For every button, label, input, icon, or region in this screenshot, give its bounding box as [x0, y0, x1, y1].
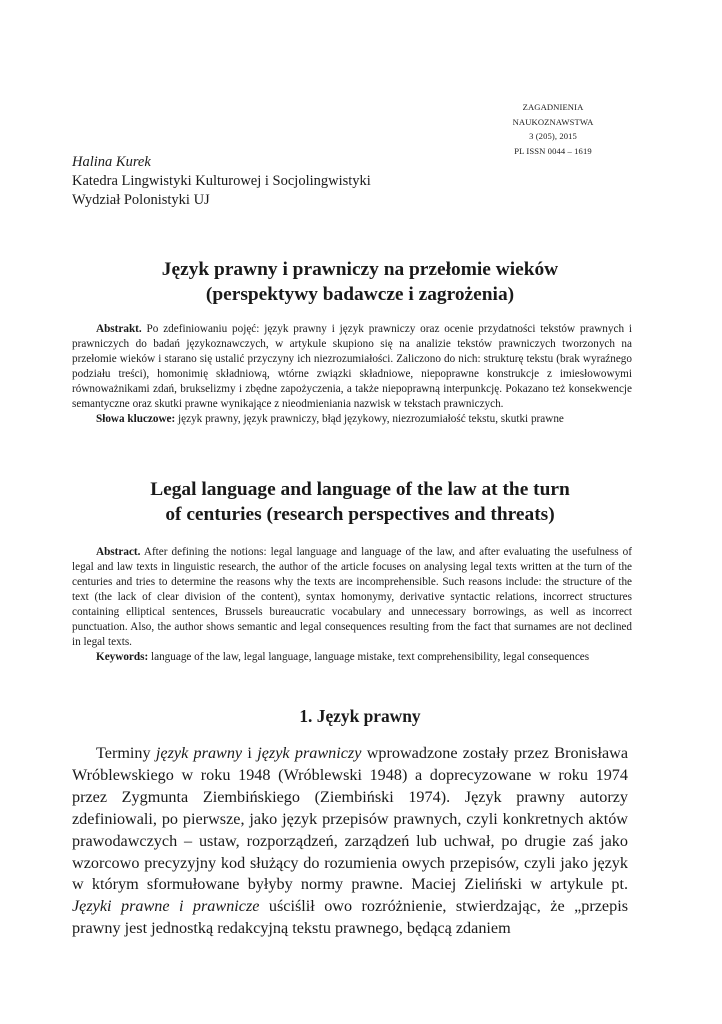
journal-name-line1: ZAGADNIENIA [522, 102, 584, 112]
keywords-en [72, 650, 632, 665]
term-jezyk-prawniczy: język prawniczy [257, 744, 362, 762]
article-title-polish [60, 257, 660, 307]
abstract-pl-paragraph [72, 322, 632, 412]
abstract-pl-label: Abstrakt. [96, 323, 142, 335]
journal-issn: PL ISSN 0044 – 1619 [514, 145, 592, 156]
author-name: Halina Kurek [72, 154, 151, 170]
abstract-pl-text: Po zdefiniowaniu pojęć: język prawny i język prawniczy oraz ocenie przydatności tekstów prawnych i prawniczych do badań językoznawczych, w artykule skupiono się na analizie tekstów prawniczych tworzonych na przełomie wieków i starano się ustalić przyczyny ich niezrozumiałości. Zaliczono do nich: strukturę tekstu (brak wyraźnego podziału treści), homonimię składniową, wtórne związki składniowe, niepoprawne konstrukcje z imiesłowowymi równoważnikami zdań, brukselizmy i zbędne zapożyczenia, a także niepoprawną interpunkcję. Pokazano też konsekwencje semantyczne oraz skutki prawne wynikające z nieodmieniania nazwisk w tekstach prawniczych. [72, 323, 633, 410]
journal-info [478, 100, 628, 158]
body-text [72, 743, 628, 940]
body-text-run: wprowadzone zostały przez Bronisława Wróblewskiego w roku 1948 (Wróblewski 1948) a doprecyzowane w roku 1974 przez Zygmunta Ziembińskiego (Ziembiński 1974). Język prawny autorzy zdefiniowali, po pierwsze, jako język przepisów prawnych, czyli konkretnych aktów prawodawczych – ustaw, rozporządzeń, zarządzeń lub uchwał, po drugie zaś jako wzorcowo precyzyjny kod służący do rozumienia owych przepisów, czyli jako język w którym sformułowane byłyby normy prawne. Maciej Zieliński w artykule pt. [72, 744, 629, 894]
title-pl-line2: (perspektywy badawcze i zagrożenia) [205, 284, 515, 305]
author-block [72, 153, 371, 210]
author-affiliation-faculty: Wydział Polonistyki UJ [72, 192, 210, 208]
body-text-run: uściślił owo rozróżnienie, stwierdzając, że „przepis prawny jest jednostką redakcyjną tekstu prawnego, będącą zdaniem [72, 897, 628, 938]
body-text-run: Terminy [96, 744, 156, 762]
title-en-line1: Legal language and language of the law at the turn [150, 479, 570, 500]
keywords-pl [72, 412, 632, 427]
title-pl-line1: Język prawny i prawniczy na przełomie wieków [161, 259, 559, 280]
article-title-english [60, 477, 660, 527]
abstract-polish [72, 322, 632, 427]
abstract-english [72, 545, 632, 665]
journal-issue: 3 (205), 2015 [529, 131, 577, 141]
keywords-pl-label: Słowa kluczowe: [96, 413, 176, 425]
body-paragraph [72, 743, 628, 940]
term-jezyk-prawny: język prawny [155, 744, 243, 762]
keywords-en-label: Keywords: [96, 651, 149, 663]
cited-article-title: Języki prawne i prawnicze [72, 897, 260, 916]
journal-name-line2: NAUKOZNAWSTWA [512, 116, 594, 127]
abstract-en-paragraph [72, 545, 632, 650]
author-affiliation-department: Katedra Lingwistyki Kulturowej i Socjolingwistyki [72, 173, 371, 189]
abstract-en-label: Abstract. [96, 546, 141, 558]
keywords-en-text: language of the law, legal language, language mistake, text comprehensibility, legal consequences [151, 651, 590, 663]
body-text-run: i [242, 744, 258, 762]
title-en-line2: of centuries (research perspectives and threats) [165, 504, 555, 525]
abstract-en-text: After defining the notions: legal language and language of the law, and after evaluating the usefulness of legal and law texts in linguistic research, the author of the article focuses on analysing legal texts written at the turn of the centuries and tries to determine the reasons why the texts are incomprehensible. Such reasons include: the structure of the text (the lack of clear division of the content), syntax homonymy, derivative syntactic relations, incorrect structures containing elliptical sentences, Brussels bureaucratic vocabulary and unnecessary borrowings, as well as incorrect punctuation. Also, the author shows semantic and legal consequences resulting from the fact that surnames are not declined in legal texts. [72, 546, 632, 648]
section-heading: 1. Język prawny [299, 706, 421, 726]
keywords-pl-text: język prawny, język prawniczy, błąd językowy, niezrozumiałość tekstu, skutki prawne [178, 413, 564, 425]
